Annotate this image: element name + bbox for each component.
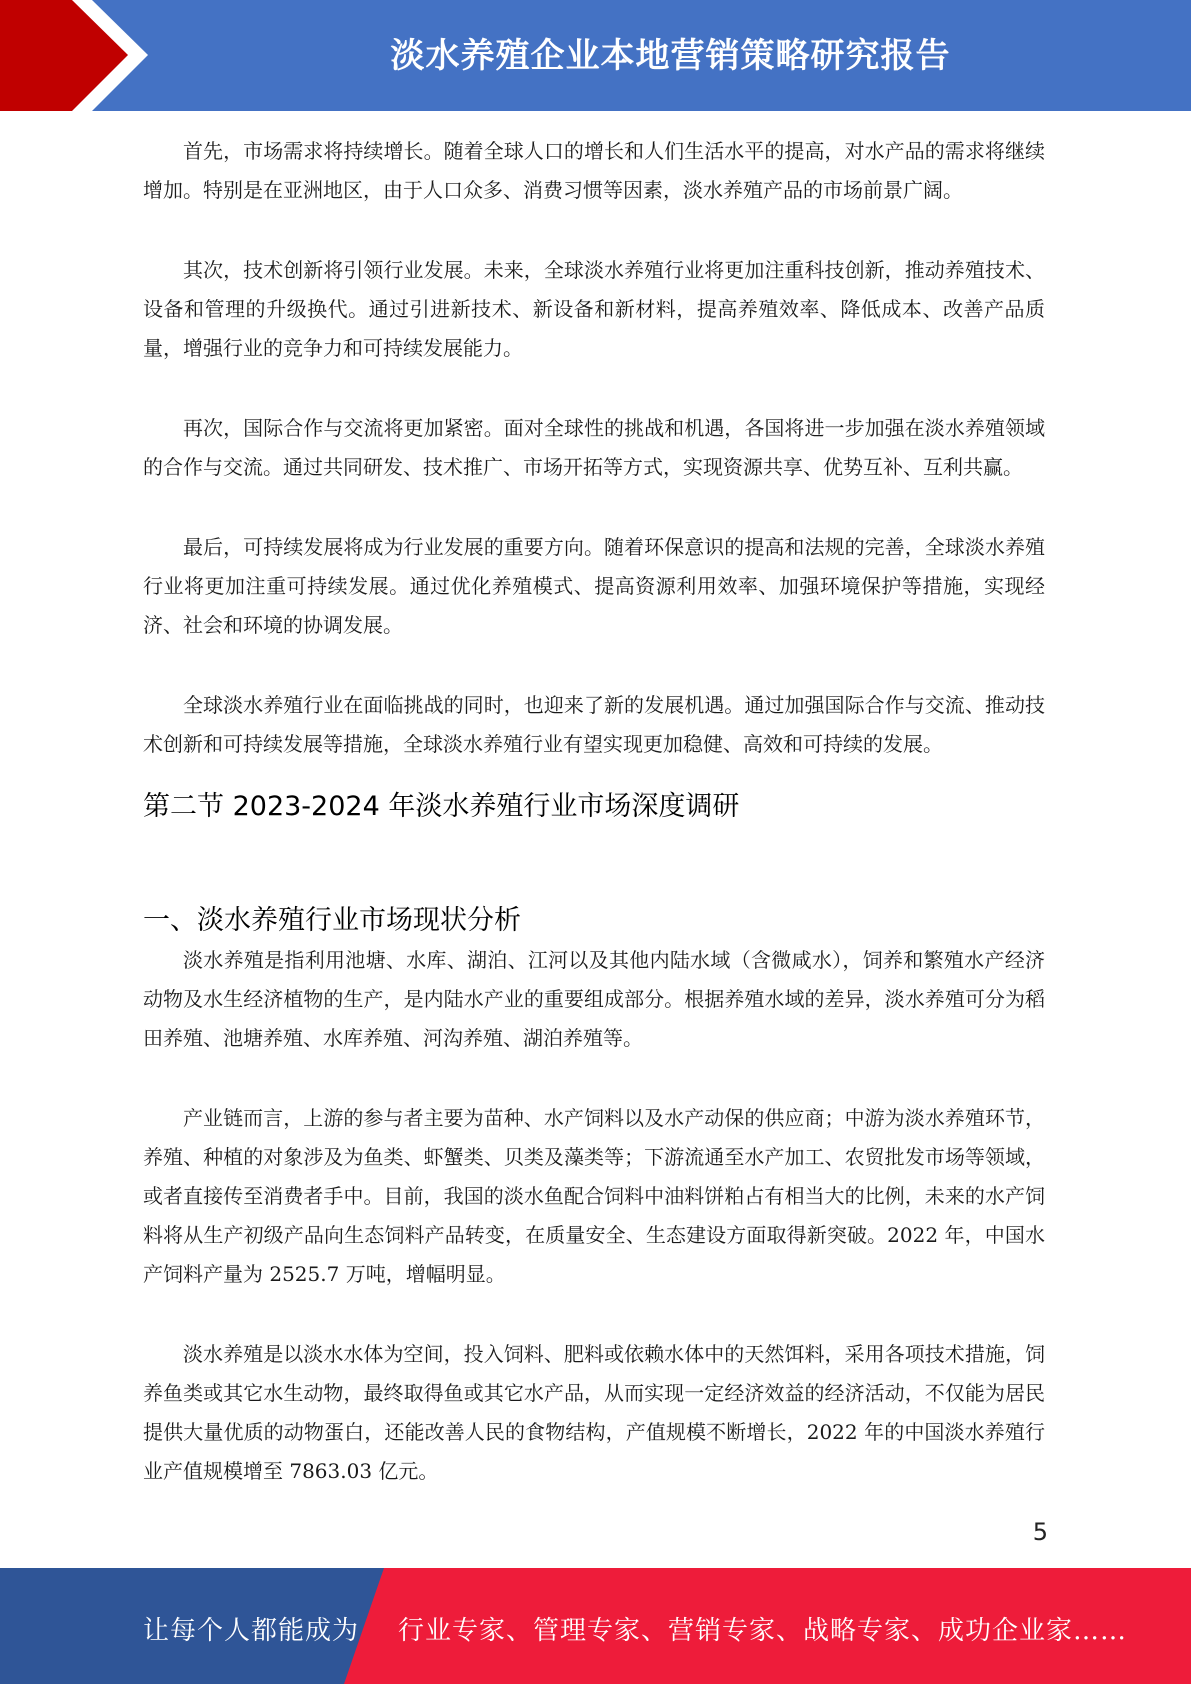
paragraph-global-outlook: 全球淡水养殖行业在面临挑战的同时，也迎来了新的发展机遇。通过加强国际合作与交流、推动技术创新和可持续发展等措施，全球淡水养殖行业有望实现更加稳健、高效和可持续的发展。	[143, 693, 1045, 756]
footer-slogan-left: 让每个人都能成为	[143, 1616, 360, 1646]
paragraph-international-cooperation: 再次，国际合作与交流将更加紧密。面对全球性的挑战和机遇，各国将进一步加强在淡水养殖领域的合作与交流。通过共同研发、技术推广、市场开拓等方式，实现资源共享、优势互补、互利共赢。	[143, 416, 1045, 479]
page-footer	[0, 1568, 1191, 1684]
paragraph-industry-chain: 产业链而言，上游的参与者主要为苗种、水产饲料以及水产动保的供应商；中游为淡水养殖环节，养殖、种植的对象涉及为鱼类、虾蟹类、贝类及藻类等；下游流通至水产加工、农贸批发市场等领域，或者直接传至消费者手中。目前，我国的淡水鱼配合饲料中油料饼粕占有相当大的比例，未来的水产饲料将从生产初级产品向生态饲料产品转变，在质量安全、生态建设方面取得新突破。2022 年，中国水产饲料产量为 2525.7 万吨，增幅明显。	[143, 1106, 1045, 1286]
paragraph-definition: 淡水养殖是指利用池塘、水库、湖泊、江河以及其他内陆水域（含微咸水），饲养和繁殖水产经济动物及水生经济植物的生产，是内陆水产业的重要组成部分。根据养殖水域的差异，淡水养殖可分为稻田养殖、池塘养殖、水库养殖、河沟养殖、湖泊养殖等。	[143, 948, 1045, 1050]
paragraph-market-demand: 首先，市场需求将持续增长。随着全球人口的增长和人们生活水平的提高，对水产品的需求将继续增加。特别是在亚洲地区，由于人口众多、消费习惯等因素，淡水养殖产品的市场前景广阔。	[143, 139, 1045, 202]
page-header	[0, 0, 1191, 111]
paragraph-output-value: 淡水养殖是以淡水水体为空间，投入饲料、肥料或依赖水体中的天然饵料，采用各项技术措施，饲养鱼类或其它水生动物，最终取得鱼或其它水产品，从而实现一定经济效益的经济活动，不仅能为居民提供大量优质的动物蛋白，还能改善人民的食物结构，产值规模不断增长，2022 年的中国淡水养殖行业产值规模增至 7863.03 亿元。	[143, 1342, 1045, 1483]
page-content	[143, 132, 1045, 1532]
paragraph-technology-innovation: 其次，技术创新将引领行业发展。未来，全球淡水养殖行业将更加注重科技创新，推动养殖技术、设备和管理的升级换代。通过引进新技术、新设备和新材料，提高养殖效率、降低成本、改善产品质量，增强行业的竞争力和可持续发展能力。	[143, 258, 1045, 360]
footer-slogan-right: 行业专家、管理专家、营销专家、战略专家、成功企业家……	[398, 1616, 1128, 1646]
section-title: 第二节 2023-2024 年淡水养殖行业市场深度调研	[143, 791, 740, 822]
page-number: 5	[1032, 1518, 1048, 1546]
paragraph-sustainable-development: 最后，可持续发展将成为行业发展的重要方向。随着环保意识的提高和法规的完善，全球淡水养殖行业将更加注重可持续发展。通过优化养殖模式、提高资源利用效率、加强环境保护等措施，实现经济、社会和环境的协调发展。	[143, 535, 1045, 637]
header-title: 淡水养殖企业本地营销策略研究报告	[390, 36, 951, 76]
subsection-title: 一、淡水养殖行业市场现状分析	[143, 905, 521, 936]
